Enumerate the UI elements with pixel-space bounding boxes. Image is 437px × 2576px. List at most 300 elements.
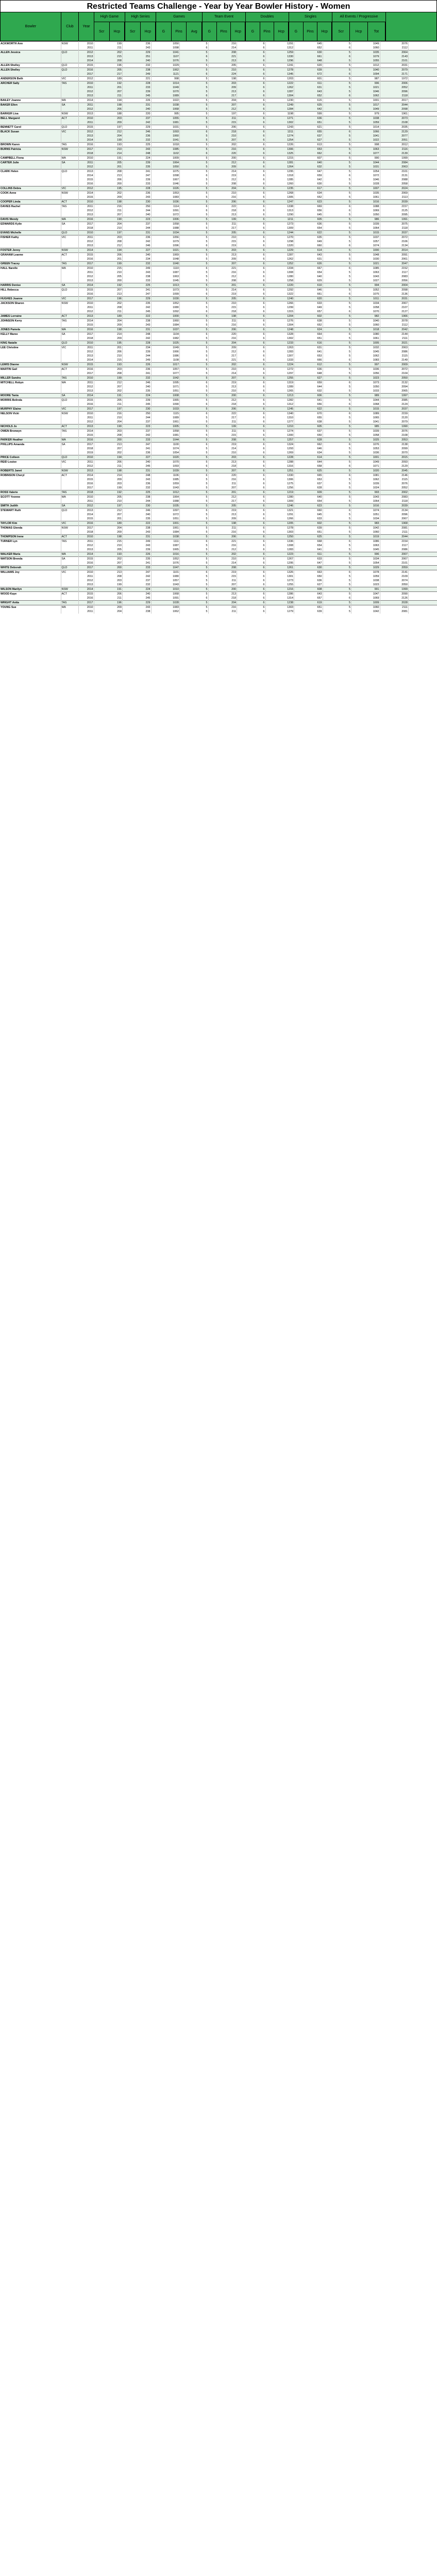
row-value: 1968	[380, 521, 409, 526]
row-value: 662	[294, 151, 323, 156]
bowler-club	[61, 86, 78, 90]
row-value: 236	[123, 367, 152, 372]
row-value: 204	[94, 420, 123, 425]
row-value: 5	[323, 609, 351, 614]
bowler-name: SMITH Judith	[0, 504, 61, 509]
row-value: 212	[208, 161, 237, 165]
bowler-name: BAKER Ellen	[0, 103, 61, 108]
row-value: 2096	[380, 513, 409, 517]
row-value: 203	[208, 248, 237, 253]
row-empty	[409, 161, 437, 165]
row-value: 6	[237, 121, 266, 125]
row-value: 229	[123, 601, 152, 605]
bowler-club: QLD	[61, 125, 78, 130]
row-value: 1082	[151, 336, 180, 341]
row-value: 1034	[351, 301, 380, 306]
bowler-club	[61, 182, 78, 187]
row-value: 5	[180, 270, 209, 275]
row-value: 1050	[151, 42, 180, 46]
row-value: 234	[123, 346, 152, 350]
row-value: 5	[323, 248, 351, 253]
table-row	[0, 336, 437, 341]
row-value: 6	[237, 266, 266, 271]
row-value: 1203	[265, 77, 294, 81]
row-value: 5	[180, 323, 209, 328]
bowler-name: NICHOLS Jo	[0, 425, 61, 429]
row-year: 2013	[78, 94, 94, 98]
row-value: 5	[180, 526, 209, 531]
row-year: 2012	[78, 77, 94, 81]
row-value: 249	[123, 539, 152, 544]
row-year: 2012	[78, 350, 94, 354]
row-empty	[409, 367, 437, 372]
bowler-name	[0, 530, 61, 535]
row-value: 630	[294, 182, 323, 187]
table-row	[0, 539, 437, 544]
row-value: 1250	[265, 535, 294, 539]
row-value: 245	[123, 94, 152, 98]
row-value: 191	[94, 394, 123, 398]
row-value: 1006	[151, 217, 180, 222]
row-value: 213	[208, 385, 237, 389]
table-row	[0, 191, 437, 196]
row-value: 6	[237, 147, 266, 152]
row-value: 5	[323, 341, 351, 346]
bowler-club: QLD	[61, 68, 78, 73]
row-value: 1097	[151, 509, 180, 513]
row-year: 2013	[78, 279, 94, 283]
row-value: 5	[180, 213, 209, 217]
row-empty	[409, 81, 437, 86]
row-value: 2131	[380, 174, 409, 178]
row-year: 2014	[78, 473, 94, 478]
row-value: 5	[180, 438, 209, 443]
row-value: 227	[123, 248, 152, 253]
row-value: 208	[94, 371, 123, 376]
row-value: 1288	[265, 460, 294, 465]
row-empty	[409, 266, 437, 271]
row-value: 5	[323, 592, 351, 597]
row-value: 1285	[265, 178, 294, 182]
row-value: 2024	[380, 187, 409, 191]
row-value: 2047	[380, 262, 409, 266]
row-value: 2072	[380, 235, 409, 240]
row-year: 2012	[78, 504, 94, 509]
bowler-club: VIC	[61, 187, 78, 191]
row-value: 206	[94, 107, 123, 112]
row-empty	[409, 570, 437, 575]
row-value: 233	[123, 182, 152, 187]
row-value: 2039	[380, 504, 409, 509]
row-year: 2011	[78, 539, 94, 544]
header-subcolumn: G	[203, 22, 217, 41]
row-year: 2016	[78, 402, 94, 407]
bowler-name: BURNS Patricia	[0, 147, 61, 152]
row-value: 6	[237, 222, 266, 227]
row-empty	[409, 447, 437, 451]
row-value: 6	[323, 412, 351, 416]
row-value: 5	[323, 504, 351, 509]
row-value: 5	[323, 350, 351, 354]
row-value: 5	[180, 346, 209, 350]
bowler-name: CARTER Julie	[0, 161, 61, 165]
row-value: 212	[208, 107, 237, 112]
row-value: 1031	[151, 125, 180, 130]
row-value: 210	[94, 270, 123, 275]
bowler-club	[61, 596, 78, 601]
row-value: 653	[294, 478, 323, 482]
table-row	[0, 121, 437, 125]
row-value: 6	[323, 358, 351, 363]
row-value: 6	[323, 46, 351, 50]
bowler-club	[61, 350, 78, 354]
row-empty	[409, 499, 437, 504]
row-empty	[409, 389, 437, 394]
row-value: 5	[180, 504, 209, 509]
row-value: 205	[208, 504, 237, 509]
row-value: 6	[237, 332, 266, 337]
bowler-name	[0, 358, 61, 363]
row-value: 6	[237, 548, 266, 552]
bowler-name: MURPHY Elaine	[0, 407, 61, 412]
table-row	[0, 170, 437, 174]
row-value: 205	[208, 63, 237, 68]
row-value: 6	[237, 323, 266, 328]
row-value: 1269	[265, 451, 294, 455]
bowler-club: NSW	[61, 469, 78, 473]
row-value: 1074	[151, 447, 180, 451]
row-value: 213	[94, 174, 123, 178]
row-value: 6	[237, 63, 266, 68]
row-value: 6	[180, 473, 209, 478]
row-empty	[409, 319, 437, 324]
row-value: 5	[180, 336, 209, 341]
row-empty	[409, 170, 437, 174]
row-value: 6	[323, 266, 351, 271]
row-value: 633	[294, 557, 323, 562]
row-value: 6	[237, 90, 266, 94]
row-empty	[409, 200, 437, 205]
row-value: 204	[208, 601, 237, 605]
row-value: 2157	[380, 205, 409, 209]
row-value: 1076	[151, 59, 180, 63]
table-row	[0, 226, 437, 231]
row-value: 638	[294, 319, 323, 324]
bowler-name	[0, 178, 61, 182]
table-row	[0, 178, 437, 182]
row-value: 1972	[380, 77, 409, 81]
row-empty	[409, 363, 437, 367]
table-row	[0, 283, 437, 288]
row-value: 6	[237, 165, 266, 170]
table-row	[0, 367, 437, 372]
row-value: 5	[323, 530, 351, 535]
row-value: 196	[94, 601, 123, 605]
row-value: 6	[237, 182, 266, 187]
row-value: 5	[323, 429, 351, 434]
row-value: 243	[123, 478, 152, 482]
row-value: 1262	[265, 257, 294, 262]
row-value: 6	[237, 262, 266, 266]
row-year: 2016	[78, 482, 94, 486]
row-value: 209	[94, 530, 123, 535]
table-row	[0, 50, 437, 55]
row-value: 5	[180, 50, 209, 55]
row-value: 243	[123, 323, 152, 328]
header-group-title: All Events / Progressive	[332, 12, 385, 22]
row-value: 206	[94, 592, 123, 597]
row-value: 247	[123, 570, 152, 575]
row-value: 1039	[351, 429, 380, 434]
row-value: 189	[94, 314, 123, 319]
row-value: 224	[208, 72, 237, 77]
row-year: 2014	[78, 191, 94, 196]
row-value: 5	[180, 482, 209, 486]
row-value: 210	[94, 416, 123, 420]
row-value: 5	[323, 517, 351, 521]
bowler-club: QLD	[61, 231, 78, 235]
row-year: 2015	[78, 557, 94, 562]
header-subcolumn: Hcp	[350, 22, 367, 41]
row-year: 2016	[78, 143, 94, 147]
row-value: 6	[180, 244, 209, 248]
row-value: 216	[94, 412, 123, 416]
row-value: 1021	[351, 86, 380, 90]
row-value: 198	[94, 469, 123, 473]
row-value: 5	[323, 112, 351, 116]
row-value: 6	[323, 310, 351, 314]
bowler-name	[0, 257, 61, 262]
row-empty	[409, 521, 437, 526]
bowler-name	[0, 134, 61, 138]
bowler-club	[61, 275, 78, 279]
row-value: 5	[180, 63, 209, 68]
row-value: 631	[294, 346, 323, 350]
bowler-name: HALL Narelle	[0, 266, 61, 271]
row-value: 2076	[380, 42, 409, 46]
bowler-club: VIC	[61, 346, 78, 350]
row-value: 6	[180, 412, 209, 416]
row-value: 1306	[265, 478, 294, 482]
row-value: 998	[351, 143, 380, 147]
row-value: 6	[237, 438, 266, 443]
row-value: 2063	[380, 165, 409, 170]
row-value: 1043	[351, 275, 380, 279]
row-year: 2016	[78, 596, 94, 601]
row-value: 2012	[380, 143, 409, 147]
bowler-club: TAS	[61, 376, 78, 381]
bowler-name	[0, 279, 61, 283]
row-value: 6	[323, 464, 351, 469]
row-value: 649	[294, 306, 323, 310]
row-value: 209	[208, 517, 237, 521]
row-value: 6	[237, 499, 266, 504]
row-value: 237	[123, 222, 152, 227]
table-row	[0, 59, 437, 63]
table-row	[0, 77, 437, 81]
row-value: 206	[208, 407, 237, 412]
bowler-club	[61, 517, 78, 521]
row-year: 2012	[78, 544, 94, 548]
row-value: 6	[237, 161, 266, 165]
row-value: 206	[94, 460, 123, 465]
row-value: 1060	[351, 323, 380, 328]
header-group-title: High Series	[125, 12, 156, 22]
bowler-club	[61, 55, 78, 59]
row-value: 6	[237, 544, 266, 548]
header-group-title: Team Event	[203, 12, 245, 22]
row-year: 2015	[78, 125, 94, 130]
row-value: 2037	[380, 407, 409, 412]
row-year: 2015	[78, 253, 94, 258]
row-value: 247	[123, 174, 152, 178]
row-value: 238	[123, 609, 152, 614]
row-value: 2081	[380, 609, 409, 614]
row-value: 201	[94, 86, 123, 90]
table-row	[0, 482, 437, 486]
row-value: 651	[294, 530, 323, 535]
row-value: 6	[237, 473, 266, 478]
row-value: 201	[208, 283, 237, 288]
row-value: 231	[123, 469, 152, 473]
row-value: 235	[123, 165, 152, 170]
row-value: 5	[323, 469, 351, 473]
row-value: 5	[180, 521, 209, 526]
row-value: 197	[208, 112, 237, 116]
row-value: 6	[237, 72, 266, 77]
row-year: 2011	[78, 460, 94, 465]
row-value: 628	[294, 486, 323, 490]
row-value: 5	[323, 121, 351, 125]
row-value: 1015	[351, 231, 380, 235]
bowler-club: ACT	[61, 592, 78, 597]
row-value: 2076	[380, 429, 409, 434]
row-value: 5	[323, 371, 351, 376]
row-value: 6	[237, 270, 266, 275]
row-value: 5	[323, 226, 351, 231]
row-value: 633	[294, 517, 323, 521]
bowler-name: PARKER Heather	[0, 438, 61, 443]
bowler-club: NSW	[61, 112, 78, 116]
row-value: 1240	[265, 297, 294, 301]
row-year: 2011	[78, 205, 94, 209]
row-empty	[409, 310, 437, 314]
row-value: 612	[294, 363, 323, 367]
row-value: 1064	[151, 161, 180, 165]
row-value: 1233	[265, 341, 294, 346]
row-value: 5	[180, 283, 209, 288]
row-value: 6	[323, 473, 351, 478]
row-value: 6	[237, 509, 266, 513]
row-value: 191	[94, 587, 123, 592]
row-value: 240	[123, 213, 152, 217]
row-value: 669	[294, 205, 323, 209]
row-value: 5	[180, 156, 209, 161]
row-value: 1009	[351, 601, 380, 605]
row-year: 2012	[78, 209, 94, 213]
row-value: 1088	[151, 499, 180, 504]
table-row	[0, 451, 437, 455]
row-value: 6	[237, 125, 266, 130]
row-year: 2017	[78, 262, 94, 266]
row-value: 2075	[380, 222, 409, 227]
row-value: 5	[323, 346, 351, 350]
row-value: 1049	[151, 346, 180, 350]
row-empty	[409, 464, 437, 469]
row-value: 6	[237, 226, 266, 231]
row-value: 214	[208, 371, 237, 376]
row-value: 209	[208, 346, 237, 350]
bowler-name	[0, 151, 61, 156]
row-value: 6	[237, 257, 266, 262]
bowler-club	[61, 478, 78, 482]
row-value: 2067	[380, 517, 409, 521]
row-value: 6	[237, 557, 266, 562]
row-empty	[409, 138, 437, 143]
bowler-club	[61, 134, 78, 138]
row-year: 2016	[78, 217, 94, 222]
row-value: 5	[180, 398, 209, 403]
table-row	[0, 429, 437, 434]
row-value: 244	[123, 226, 152, 231]
bowler-name	[0, 350, 61, 354]
row-value: 243	[123, 195, 152, 200]
row-value: 198	[208, 314, 237, 319]
row-value: 220	[208, 473, 237, 478]
row-value: 2116	[380, 147, 409, 152]
row-value: 5	[323, 222, 351, 227]
row-value: 6	[237, 464, 266, 469]
row-value: 215	[94, 55, 123, 59]
row-empty	[409, 509, 437, 513]
row-value: 5	[323, 275, 351, 279]
row-value: 2077	[380, 134, 409, 138]
row-value: 5	[180, 517, 209, 521]
row-value: 6	[237, 213, 266, 217]
row-value: 1087	[151, 270, 180, 275]
row-value: 233	[123, 438, 152, 443]
row-year: 2016	[78, 561, 94, 566]
row-year: 2014	[78, 319, 94, 324]
bowler-name	[0, 499, 61, 504]
bowler-club	[61, 306, 78, 310]
bowler-name	[0, 416, 61, 420]
row-value: 1104	[151, 332, 180, 337]
bowler-name	[0, 336, 61, 341]
bowler-name: ROSS Valerie	[0, 490, 61, 495]
row-value: 6	[323, 174, 351, 178]
row-value: 209	[94, 605, 123, 610]
row-value: 6	[237, 412, 266, 416]
row-value: 203	[94, 235, 123, 240]
row-value: 210	[94, 147, 123, 152]
row-value: 6	[237, 59, 266, 63]
row-value: 6	[323, 205, 351, 209]
bowler-name: KING Natalie	[0, 341, 61, 346]
row-value: 1041	[151, 138, 180, 143]
row-value: 6	[237, 341, 266, 346]
row-empty	[409, 98, 437, 103]
row-value: 243	[123, 530, 152, 535]
bowler-club: WA	[61, 156, 78, 161]
row-value: 240	[123, 253, 152, 258]
row-value: 599	[294, 112, 323, 116]
row-value: 1080	[151, 574, 180, 579]
bowler-name	[0, 240, 61, 244]
bowler-name	[0, 165, 61, 170]
row-value: 1321	[265, 509, 294, 513]
row-value: 1308	[265, 270, 294, 275]
